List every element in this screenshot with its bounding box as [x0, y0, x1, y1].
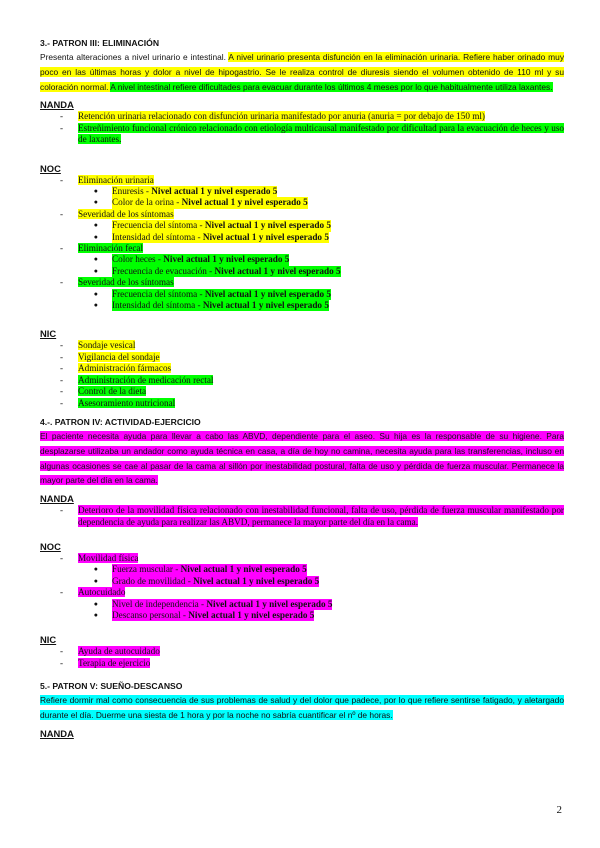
nic-item — [40, 363, 564, 374]
bullet-icon: ● — [93, 565, 98, 574]
indicator-label: Intensidad del síntoma - — [112, 231, 203, 242]
noc-outcome — [40, 277, 564, 288]
bullet-icon: ● — [93, 255, 98, 264]
noc-outcome-label: Movilidad física — [78, 552, 139, 563]
nic-item — [40, 398, 564, 409]
noc-indicator — [40, 197, 564, 208]
paragraph-intestinal-text: A nivel intestinal refiere dificultades para evacuar durante los últimos 4 meses por lo que habitualmente utiliza laxantes. — [110, 81, 553, 92]
noc-outcome — [40, 553, 564, 564]
nic-item — [40, 658, 564, 669]
dash-marker: - — [60, 587, 64, 598]
indicator-level: Nivel actual 1 y nivel esperado 5 — [206, 598, 333, 609]
indicator-label: Grado de movilidad - — [112, 575, 194, 586]
noc-outcome-label: Eliminación urinaria — [78, 174, 154, 185]
noc-outcome — [40, 209, 564, 220]
section-title-patron-4: 4.-. PATRON IV: ACTIVIDAD-EJERCICIO — [40, 416, 201, 427]
noc-indicator — [40, 232, 564, 243]
bullet-icon: ● — [93, 187, 98, 196]
indicator-label: Frecuencia de evacuación - — [112, 265, 215, 276]
nanda-heading: NANDA — [40, 727, 74, 739]
nanda-item-text: Estreñimiento funcional crónico relacionado con etiología multicausal manifestado por dificultad para la evacuación de heces y uso de laxantes. — [78, 122, 564, 145]
bullet-icon: ● — [93, 198, 98, 207]
paragraph-patron-5: Refiere dormir mal como consecuencia de sus problemas de salud y del dolor que padece, por lo que refiere sentirse fatigado, y aletargado durante el día. Duerme una siesta de 1 hora y por la noche no sabría cuantificar el nº de horas. — [40, 695, 564, 720]
dash-marker: - — [60, 174, 64, 185]
paragraph-plain-text: Presenta alteraciones a nivel urinario e intestinal. — [40, 52, 229, 62]
dash-marker: - — [60, 243, 64, 254]
indicator-label: Nivel de independencia - — [112, 598, 207, 609]
nanda-item — [40, 111, 564, 122]
nic-list — [40, 646, 564, 669]
indicator-level: Nivel actual 1 y nivel esperado 5 — [202, 231, 329, 242]
nic-item — [40, 352, 564, 363]
noc-heading: NOC — [40, 540, 61, 552]
noc-indicator — [40, 220, 564, 231]
paragraph-urinary-text: A nivel urinario presenta disfunción en la eliminación urinaria. Refiere haber orinado muy poco en las últimas horas y dolor a nivel de hipogastrio. Se le realiza control de diuresis siendo el volumen obtenido de 110 ml y su coloración normal. — [40, 52, 565, 92]
bullet-icon: ● — [93, 221, 98, 230]
nic-item-text: Administración de medicación rectal — [78, 374, 214, 385]
indicator-label: Enuresis - — [112, 186, 152, 197]
noc-list — [40, 553, 564, 621]
nanda-item — [40, 505, 564, 528]
dash-marker: - — [60, 505, 64, 516]
noc-indicator — [40, 576, 564, 587]
indicator-label: Descanso personal - — [112, 609, 189, 620]
noc-heading: NOC — [40, 162, 61, 174]
nanda-list — [40, 111, 564, 145]
indicator-level: Nivel actual 1 y nivel esperado 5 — [188, 609, 315, 620]
indicator-level: Nivel actual 1 y nivel esperado 5 — [204, 220, 331, 231]
indicator-level: Nivel actual 1 y nivel esperado 5 — [202, 300, 329, 311]
nanda-heading: NANDA — [40, 493, 74, 505]
noc-outcome-label: Severidad de los síntomas — [78, 277, 174, 288]
noc-indicator — [40, 564, 564, 575]
dash-marker: - — [60, 122, 64, 133]
bullet-icon: ● — [93, 301, 98, 310]
dash-marker: - — [60, 386, 64, 397]
noc-outcome — [40, 175, 564, 186]
dash-marker: - — [60, 552, 64, 563]
noc-outcome-label: Autocuidado — [78, 587, 126, 598]
dash-marker: - — [60, 277, 64, 288]
nic-item — [40, 386, 564, 397]
dash-marker: - — [60, 111, 64, 122]
noc-outcome-label: Severidad de los síntomas — [78, 208, 174, 219]
indicator-level: Nivel actual 1 y nivel esperado 5 — [163, 254, 290, 265]
noc-indicator — [40, 300, 564, 311]
nanda-heading: NANDA — [40, 99, 74, 111]
indicator-label: Color de la orina - — [112, 197, 182, 208]
nanda-list — [40, 505, 564, 528]
document-page — [40, 38, 564, 740]
paragraph-patron-4: El paciente necesita ayuda para llevar a cabo las ABVD, dependiente para el aseo. Su hija es la responsable de su higiene. Para desplazarse utilizaba un andador como ayuda técnica en casa, a día de hoy no camina, necesita ayuda para las transferencias, incluso en algunas ocasiones se cae al pasar de la cama al sillón por inestabilidad postural, falta de uso y pérdida de fuerza muscular. Permanece la mayor parte del día en la cama. — [40, 430, 564, 486]
indicator-label: Frecuencia del síntoma - — [112, 288, 205, 299]
section-title-patron-3: 3.- PATRON III: ELIMINACIÓN — [40, 38, 160, 48]
dash-marker: - — [60, 397, 64, 408]
noc-indicator — [40, 599, 564, 610]
indicator-level: Nivel actual 1 y nivel esperado 5 — [181, 197, 308, 208]
noc-indicator — [40, 266, 564, 277]
nic-item-text: Sondaje vesical — [78, 340, 136, 351]
noc-indicator — [40, 610, 564, 621]
indicator-level: Nivel actual 1 y nivel esperado 5 — [193, 575, 320, 586]
noc-outcome-label: Eliminación fecal — [78, 243, 144, 254]
nic-item-text: Control de la dieta — [78, 386, 147, 397]
dash-marker: - — [60, 363, 64, 374]
bullet-icon: ● — [93, 266, 98, 275]
bullet-icon: ● — [93, 576, 98, 585]
nic-item — [40, 375, 564, 386]
section-title-patron-5: 5.- PATRON V: SUEÑO-DESCANSO — [40, 681, 183, 692]
nic-item-text: Vigilancia del sondaje — [78, 351, 160, 362]
noc-indicator — [40, 254, 564, 265]
dash-marker: - — [60, 208, 64, 219]
nic-item — [40, 340, 564, 351]
indicator-label: Intensidad del síntoma - — [112, 300, 203, 311]
bullet-icon: ● — [93, 610, 98, 619]
dash-marker: - — [60, 646, 64, 657]
indicator-label: Frecuencia del síntoma - — [112, 220, 205, 231]
nic-item-text: Asesoramiento nutricional — [78, 397, 176, 408]
dash-marker: - — [60, 340, 64, 351]
indicator-label: Color heces - — [112, 254, 164, 265]
indicator-level: Nivel actual 1 y nivel esperado 5 — [180, 564, 307, 575]
bullet-icon: ● — [93, 232, 98, 241]
nic-list — [40, 340, 564, 408]
noc-outcome — [40, 243, 564, 254]
indicator-label: Fuerza muscular - — [112, 564, 181, 575]
nic-heading: NIC — [40, 634, 57, 646]
dash-marker: - — [60, 657, 64, 668]
indicator-level: Nivel actual 1 y nivel esperado 5 — [204, 288, 331, 299]
nanda-item-text: Retención urinaria relacionado con disfunción urinaria manifestado por anuria (anuria = por debajo de 150 ml) — [78, 111, 485, 122]
noc-indicator — [40, 289, 564, 300]
nic-item — [40, 646, 564, 657]
bullet-icon: ● — [93, 599, 98, 608]
nic-item-text: Ayuda de autocuidado — [78, 646, 160, 657]
nanda-item-text: Deterioro de la movilidad física relacionado con inestabilidad funcional, falta de uso, pérdida de fuerza muscular manifestado por dependencia de ayuda para realizar las ABVD, permanece la mayor parte del día en la cama. — [78, 505, 564, 527]
indicator-level: Nivel actual 1 y nivel esperado 5 — [151, 186, 278, 197]
noc-indicator — [40, 186, 564, 197]
dash-marker: - — [60, 351, 64, 362]
nic-item-text: Terapia de ejercicio — [78, 657, 151, 668]
nanda-item — [40, 123, 564, 146]
indicator-level: Nivel actual 1 y nivel esperado 5 — [214, 265, 341, 276]
noc-outcome — [40, 587, 564, 598]
noc-list — [40, 175, 564, 312]
paragraph-patron-3 — [40, 50, 564, 94]
nic-item-text: Administración fármacos — [78, 363, 172, 374]
page-number: 2 — [556, 804, 562, 816]
dash-marker: - — [60, 374, 64, 385]
nic-heading: NIC — [40, 328, 57, 340]
bullet-icon: ● — [93, 289, 98, 298]
